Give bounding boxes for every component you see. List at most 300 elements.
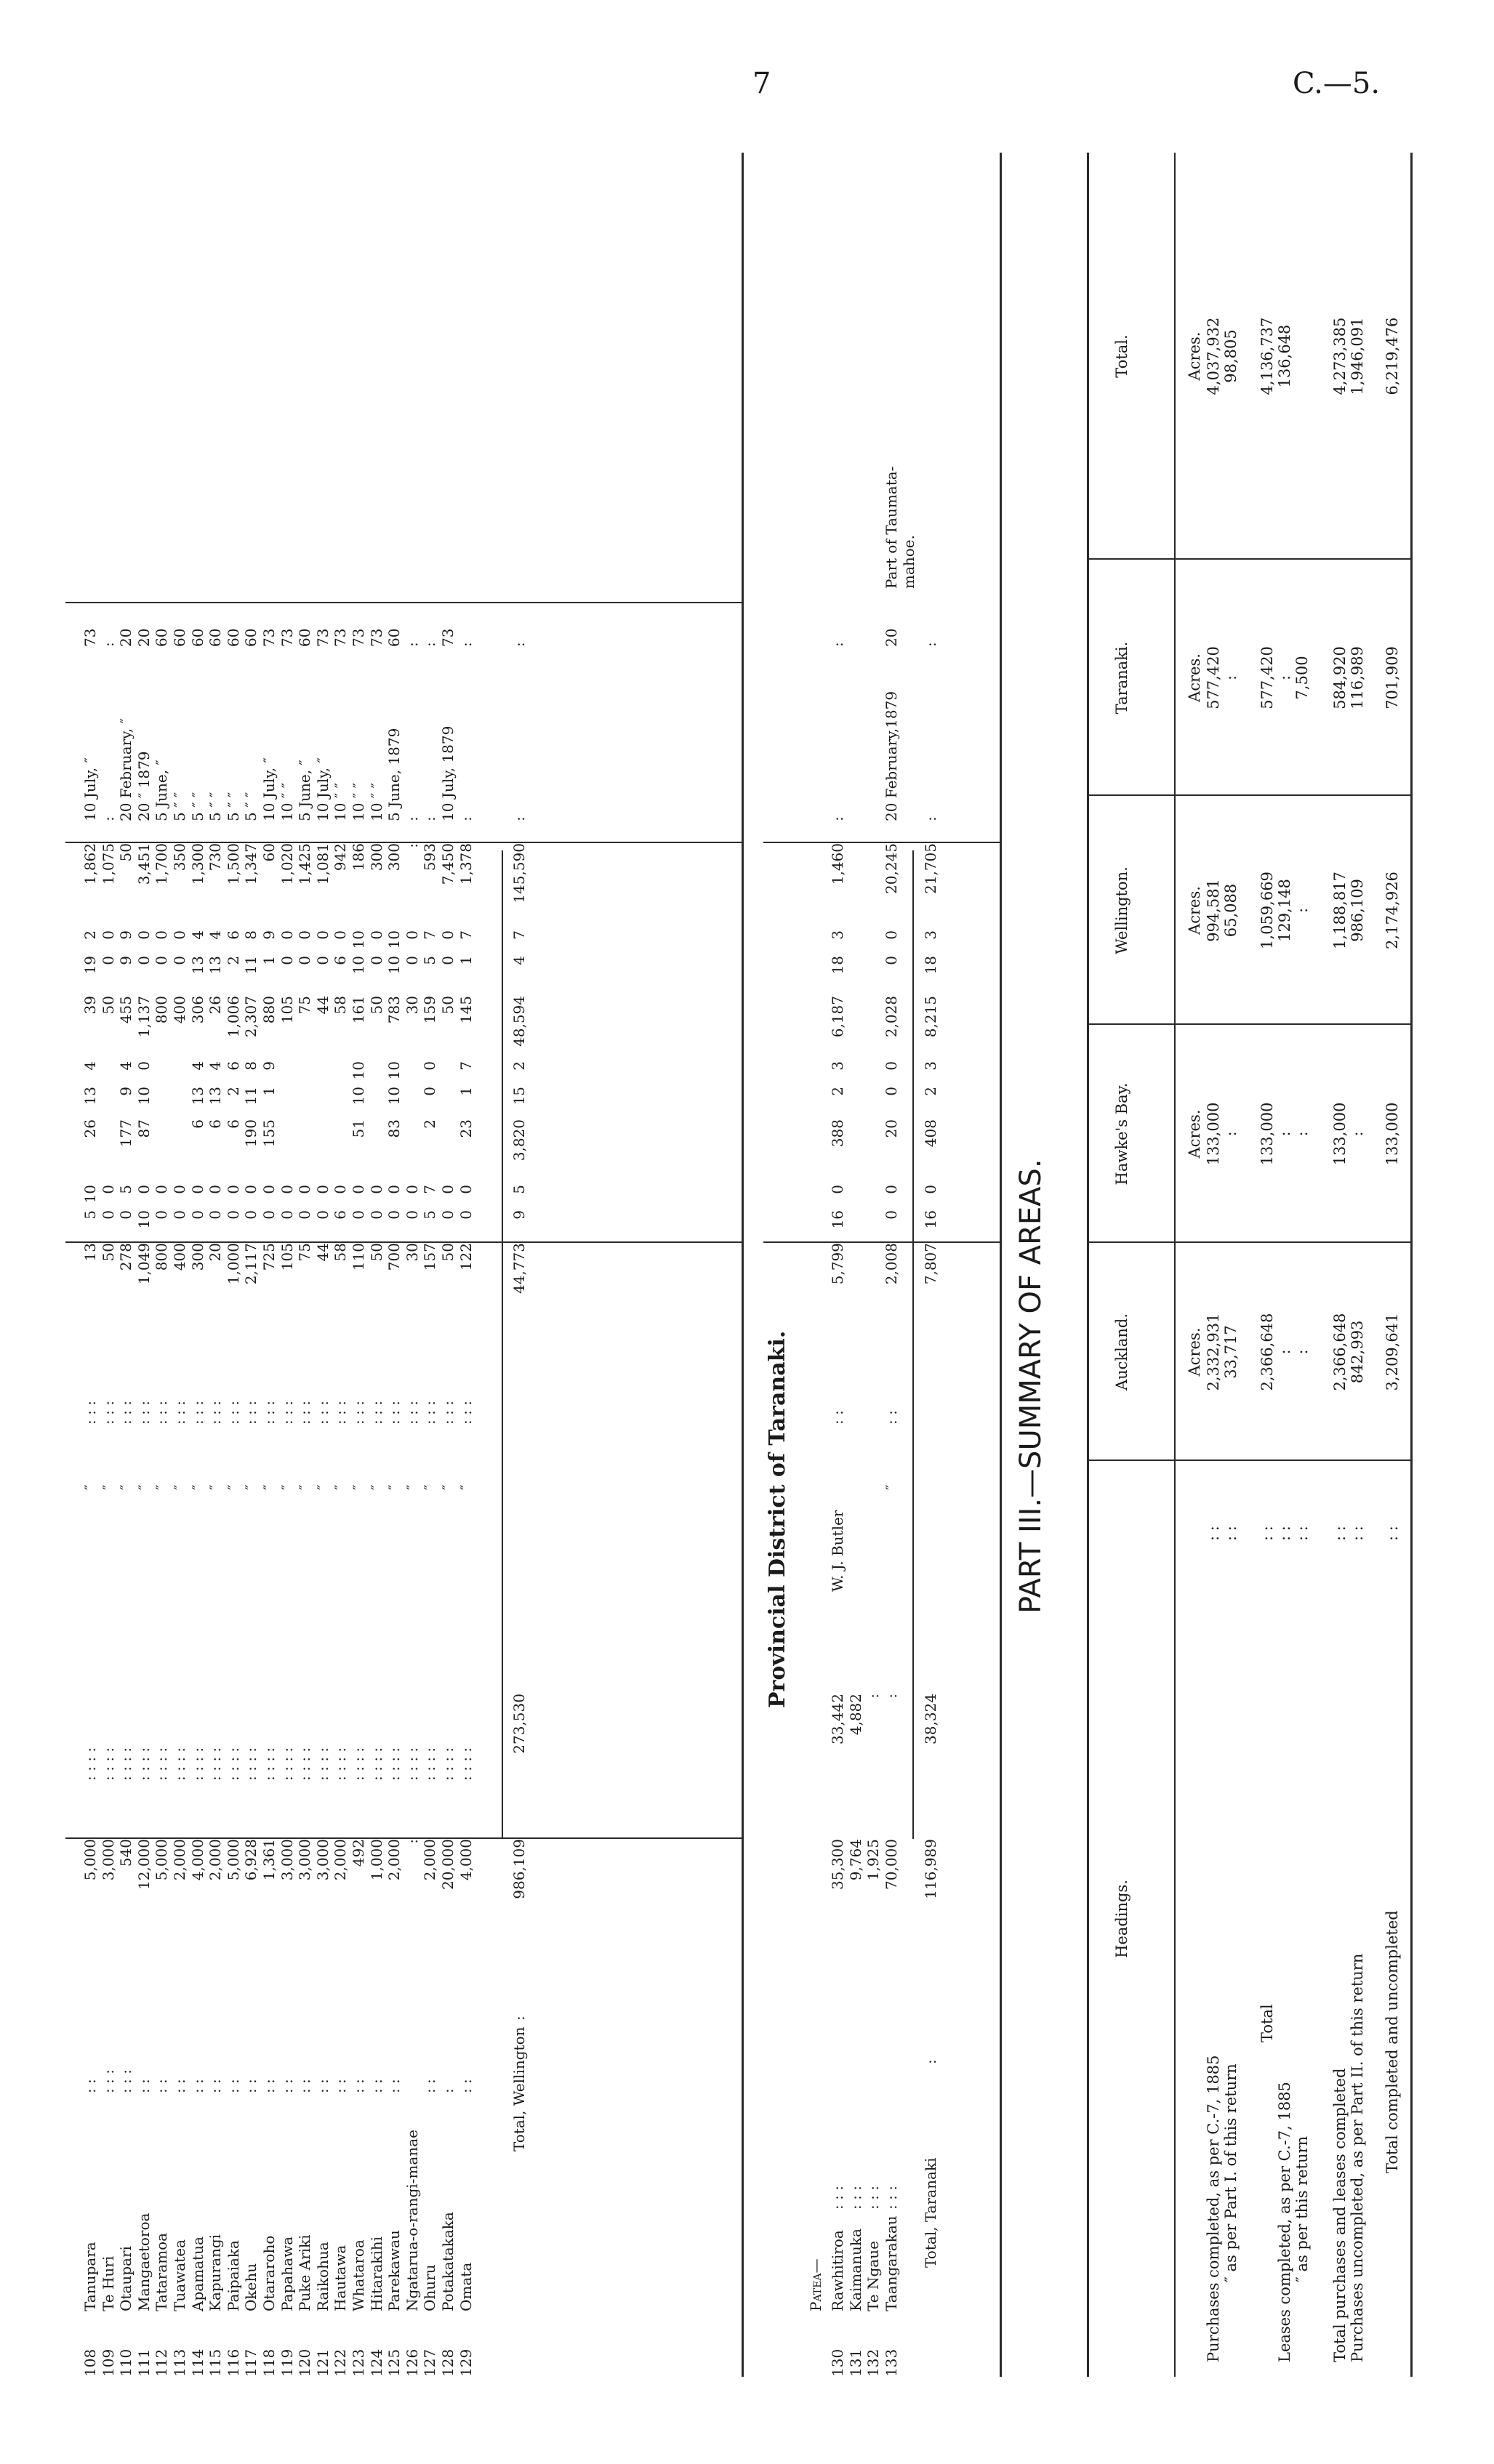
purchaser: ″	[367, 1484, 385, 1490]
units-label: Acres.	[1186, 653, 1203, 702]
reference-value: 73	[278, 628, 296, 647]
leader-dots: : :	[206, 2079, 225, 2093]
shillings-1: 0	[296, 1210, 314, 1220]
area-value: :	[403, 1839, 421, 1844]
pence-2: 7	[457, 1061, 475, 1071]
table-row	[278, 153, 296, 2377]
leader-dots: :	[439, 2088, 457, 2093]
area-value: 9,764	[846, 1839, 864, 1881]
acres-value: 300	[385, 843, 403, 871]
pence-1: 0	[99, 1185, 117, 1194]
date-value: 5 ″ ″	[188, 792, 206, 821]
table-row	[332, 153, 349, 2377]
leader-dots: : : : :	[206, 1747, 225, 1781]
block-name: Okehu	[242, 2263, 260, 2311]
shillings-1: 0	[260, 1210, 278, 1220]
acres-value: 1,700	[153, 843, 171, 885]
shillings-3: 0	[134, 956, 153, 965]
pence-3: 0	[313, 930, 332, 940]
pence-3: 2	[81, 930, 99, 940]
table-row	[153, 153, 170, 2377]
pounds-2: 3,820	[510, 1119, 528, 1161]
date-value: 5 June, ″	[153, 760, 171, 821]
leader-dots: : : :	[403, 1401, 421, 1425]
pence-3: 0	[153, 930, 171, 940]
summary-heading: Purchases completed, as per C.-7, 1885	[1205, 2055, 1222, 2362]
shillings-1: 0	[117, 1210, 135, 1220]
pence-2: 9	[260, 1061, 278, 1071]
pence-2: 4	[206, 1061, 225, 1071]
leader-dots: : :	[1349, 1526, 1366, 1541]
date-value: 5 ″ ″	[206, 792, 225, 821]
pence-1: 0	[313, 1185, 332, 1194]
shillings-3: 0	[99, 956, 117, 965]
pounds-1: 5,799	[829, 1243, 846, 1285]
leader-dots: : :	[350, 2079, 367, 2093]
summary-heading: ″ as per Part I. of this return	[1222, 2064, 1240, 2282]
pounds-3: 50	[99, 996, 117, 1015]
summary-value: 577,420	[1205, 646, 1222, 709]
block-name: Ngatarua-o-rangi-manae	[403, 2130, 421, 2311]
shillings-1: 0	[457, 1210, 475, 1220]
shillings-1: 0	[385, 1210, 403, 1220]
acres-value: 20,245	[882, 843, 900, 894]
purchaser: ″	[421, 1484, 439, 1490]
pounds-1: 50	[439, 1243, 457, 1262]
shillings-3: 1	[457, 956, 475, 965]
summary-value: 986,109	[1349, 879, 1366, 942]
pounds-1: 13	[81, 1243, 99, 1262]
shillings-1: 0	[403, 1210, 421, 1220]
pence-3: 6	[224, 930, 242, 940]
pence-3: 8	[242, 930, 260, 940]
pence-3: 10	[385, 930, 403, 949]
block-name: Kaimanuka	[846, 2229, 864, 2311]
taranaki-heading: Provincial District of Taranaki.	[765, 1330, 790, 1708]
acres-value: 186	[350, 843, 367, 871]
leader-dots: : : :	[206, 1401, 225, 1425]
pence-1: 0	[296, 1185, 314, 1194]
leader-dots: : : :	[153, 1401, 171, 1425]
summary-heading: ″ as per this return	[1293, 2135, 1311, 2282]
leader-dots: : :	[171, 2079, 188, 2093]
row-number: 133	[882, 2348, 900, 2377]
area-value: 1,361	[260, 1839, 278, 1881]
pounds-1: 1,000	[224, 1243, 242, 1285]
shillings-2: 13	[206, 1087, 225, 1106]
pounds-1: 7,807	[922, 1243, 939, 1285]
shillings-2: 1	[457, 1087, 475, 1096]
summary-header-row	[1112, 153, 1131, 2377]
purchaser: ″	[457, 1484, 475, 1490]
area-value: 3,000	[278, 1839, 296, 1881]
shillings-3: 13	[188, 956, 206, 975]
pence-3: 7	[421, 930, 439, 940]
pounds-3: 145	[457, 996, 475, 1024]
summary-value: :	[1293, 1131, 1311, 1137]
area-value-2: 33,442	[829, 1694, 846, 1744]
table-row	[296, 153, 313, 2377]
table-row	[135, 153, 153, 2377]
purchaser: ″	[153, 1484, 171, 1490]
leader-dots: : :	[1276, 1526, 1293, 1541]
leader-dots: : :	[81, 2079, 99, 2093]
leader-dots: : : :	[134, 1401, 153, 1425]
leader-dots: : : : :	[99, 1747, 117, 1781]
shillings-3: 1	[260, 956, 278, 965]
table-row	[403, 153, 421, 2377]
pence-3: 4	[188, 930, 206, 940]
area-value: 3,000	[296, 1839, 314, 1881]
leader-dots: : : :	[421, 1401, 439, 1425]
date-value: 10 ″ ″	[278, 782, 296, 821]
reference-value: 73	[350, 628, 367, 647]
acres-value: 21,705	[922, 843, 939, 894]
area-value: 2,000	[171, 1839, 188, 1881]
total-label: Total, Wellington	[510, 2026, 528, 2151]
pounds-2: 23	[457, 1119, 475, 1138]
date-value: :	[421, 816, 439, 821]
column-header: Wellington.	[1113, 866, 1130, 954]
leader-dots: : :	[1205, 1526, 1222, 1541]
pounds-2: 51	[350, 1119, 367, 1138]
purchaser: ″	[278, 1484, 296, 1490]
shillings-2: 0	[421, 1087, 439, 1096]
date-value: 5 ″ ″	[242, 792, 260, 821]
pence-1: 0	[171, 1185, 188, 1194]
summary-value: 994,581	[1205, 879, 1222, 942]
summary-value: 2,366,648	[1258, 1313, 1276, 1391]
acres-value: 50	[117, 843, 135, 862]
leader-dots: : : : :	[367, 1747, 385, 1781]
row-number: 125	[385, 2348, 403, 2377]
summary-heading: Total	[1258, 2004, 1276, 2042]
shillings-3: 0	[313, 956, 332, 965]
pence-3: 0	[134, 930, 153, 940]
pounds-2: 190	[242, 1119, 260, 1148]
summary-row	[1275, 153, 1294, 2377]
block-name: Otararoho	[260, 2235, 278, 2311]
date-value: 10 ″ ″	[332, 782, 350, 821]
table-row	[242, 153, 260, 2377]
purchaser: ″	[385, 1484, 403, 1490]
reference-value: 60	[296, 628, 314, 647]
date-value: :	[922, 816, 939, 821]
pounds-3: 880	[260, 996, 278, 1024]
acres-value: 1,460	[829, 843, 846, 885]
acres-value: 593	[421, 843, 439, 871]
pence-3: 0	[171, 930, 188, 940]
shillings-3: 18	[922, 956, 939, 975]
pounds-1: 20	[206, 1243, 225, 1262]
shillings-3: 18	[829, 956, 846, 975]
pounds-3: 8,215	[922, 996, 939, 1038]
pence-1: 0	[882, 1185, 900, 1194]
area-value-2: 273,530	[510, 1694, 528, 1754]
block-name: Parekawau	[385, 2230, 403, 2311]
block-name: Papahawa	[278, 2236, 296, 2311]
shillings-3: 0	[296, 956, 314, 965]
acres-value: 1,020	[278, 843, 296, 885]
pence-1: 0	[922, 1185, 939, 1194]
reference-value: 60	[206, 628, 225, 647]
summary-row	[1293, 153, 1312, 2377]
purchaser: ″	[313, 1484, 332, 1490]
leader-dots: : : :	[882, 2186, 900, 2210]
shillings-2: 13	[81, 1087, 99, 1106]
pence-2: 8	[242, 1061, 260, 1071]
leader-dots: : :	[829, 1410, 846, 1425]
leader-dots: :	[510, 2016, 528, 2021]
total-label: Total, Taranaki	[922, 2157, 939, 2268]
date-value: 5 ″ ″	[224, 792, 242, 821]
area-value: 116,989	[922, 1839, 939, 1899]
pounds-3: 159	[421, 996, 439, 1024]
pounds-1: 105	[278, 1243, 296, 1271]
leader-dots: : : :	[242, 1401, 260, 1425]
pounds-1: 50	[99, 1243, 117, 1262]
column-header: Total.	[1113, 334, 1130, 378]
pounds-3: 44	[313, 996, 332, 1015]
table-row	[189, 153, 206, 2377]
shillings-3: 0	[153, 956, 171, 965]
pence-3: 0	[296, 930, 314, 940]
reference-value: 20	[134, 628, 153, 647]
column-header: Headings.	[1113, 1880, 1130, 1958]
leader-dots: : : :	[99, 1401, 117, 1425]
row-number: 112	[153, 2348, 171, 2377]
acres-value: :	[403, 843, 421, 848]
leader-dots: : : : :	[188, 1747, 206, 1781]
area-value: 5,000	[224, 1839, 242, 1881]
summary-value: 136,648	[1276, 324, 1293, 388]
leader-dots: : : : :	[153, 1747, 171, 1781]
summary-value: 577,420	[1258, 646, 1276, 709]
block-name: Puke Ariki	[296, 2234, 314, 2311]
leader-dots: : : :	[278, 1401, 296, 1425]
shillings-2: 10	[350, 1087, 367, 1106]
area-value: 35,300	[829, 1839, 846, 1890]
summary-value: :	[1222, 1131, 1240, 1137]
area-value: 986,109	[510, 1839, 528, 1899]
row-number: 116	[224, 2348, 242, 2377]
leader-dots: : :	[457, 2079, 475, 2093]
leader-dots: : : : :	[117, 1747, 135, 1781]
reference-value: 60	[242, 628, 260, 647]
summary-heading: Total completed and uncompleted	[1383, 1910, 1401, 2173]
summary-heading: Leases completed, as per C.-7, 1885	[1276, 2082, 1293, 2362]
pounds-3: 58	[332, 996, 350, 1015]
pence-3: 10	[350, 930, 367, 949]
table-row	[847, 153, 864, 2377]
summary-value: 116,989	[1349, 646, 1366, 709]
shillings-2: 0	[882, 1087, 900, 1096]
pence-1: 0	[403, 1185, 421, 1194]
leader-dots: : :	[421, 2079, 439, 2093]
leader-dots: : :	[224, 2079, 242, 2093]
block-name: Tataramoa	[153, 2232, 171, 2311]
summary-value: 1,946,091	[1349, 317, 1366, 395]
area-value: 2,000	[385, 1839, 403, 1881]
pence-3: 7	[457, 930, 475, 940]
date-value: :	[403, 816, 421, 821]
table-row	[421, 153, 438, 2377]
shillings-1: 10	[134, 1210, 153, 1229]
shillings-1: 0	[278, 1210, 296, 1220]
summary-value: 133,000	[1383, 1102, 1401, 1166]
table-row	[206, 153, 224, 2377]
pounds-3: 6,187	[829, 996, 846, 1038]
row-number: 129	[457, 2348, 475, 2377]
shillings-3: 0	[439, 956, 457, 965]
leader-dots: : :	[134, 2079, 153, 2093]
summary-value: 584,920	[1331, 646, 1349, 709]
leader-dots: : :	[1222, 1526, 1240, 1541]
area-value: 4,000	[188, 1839, 206, 1881]
pence-1: 0	[829, 1185, 846, 1194]
purchaser: ″	[171, 1484, 188, 1490]
leader-dots: : : : :	[385, 1747, 403, 1781]
pence-3: 0	[278, 930, 296, 940]
summary-title: PART III.—SUMMARY OF AREAS.	[1014, 1159, 1048, 1614]
summary-value: :	[1276, 1349, 1293, 1355]
pence-1: 0	[134, 1185, 153, 1194]
summary-value: 133,000	[1331, 1102, 1349, 1166]
leader-dots: : : : :	[403, 1747, 421, 1781]
acres-value: 1,075	[99, 843, 117, 885]
leader-dots: : : :	[846, 2186, 864, 2210]
leader-dots: : : :	[385, 1401, 403, 1425]
pounds-3: 26	[206, 996, 225, 1015]
total-row	[922, 153, 939, 2377]
pence-1: 5	[510, 1185, 528, 1194]
pence-1: 0	[153, 1185, 171, 1194]
reference-value: 73	[81, 628, 99, 647]
pence-3: 0	[367, 930, 385, 940]
pounds-2: 87	[134, 1119, 153, 1138]
table-row	[864, 153, 882, 2377]
shillings-2: 10	[134, 1087, 153, 1106]
summary-value: 842,993	[1349, 1320, 1366, 1384]
table-row	[368, 153, 385, 2377]
rule-line	[1174, 153, 1176, 2377]
area-value: 540	[117, 1839, 135, 1867]
leader-dots: : : : :	[332, 1747, 350, 1781]
pence-2: 2	[510, 1061, 528, 1071]
block-name: Te Huri	[99, 2255, 117, 2311]
pence-3: 9	[260, 930, 278, 940]
acres-value: 60	[260, 843, 278, 862]
pounds-1: 2,008	[882, 1243, 900, 1285]
pence-1: 0	[367, 1185, 385, 1194]
pounds-1: 700	[385, 1243, 403, 1271]
pounds-3: 75	[296, 996, 314, 1015]
table-row	[260, 153, 278, 2377]
acres-value: 1,378	[457, 843, 475, 885]
purchaser: ″	[224, 1484, 242, 1490]
row-number: 123	[350, 2348, 367, 2377]
table-row	[457, 153, 475, 2377]
pounds-2: 6	[188, 1119, 206, 1129]
shillings-2: 2	[922, 1087, 939, 1096]
reference-value: 73	[313, 628, 332, 647]
pounds-2: 408	[922, 1119, 939, 1148]
area-value: 2,000	[332, 1839, 350, 1881]
leader-dots: : : :	[439, 1401, 457, 1425]
table-row	[829, 153, 846, 2377]
date-value: :	[829, 816, 846, 821]
leader-dots: : :	[242, 2079, 260, 2093]
table-row	[314, 153, 332, 2377]
date-value: 10 ″ ″	[350, 782, 367, 821]
rule-line	[912, 850, 914, 1839]
shillings-2: 9	[117, 1087, 135, 1096]
row-number: 122	[332, 2348, 350, 2377]
pence-1: 0	[224, 1185, 242, 1194]
pounds-1: 44,773	[510, 1243, 528, 1294]
purchaser: ″	[260, 1484, 278, 1490]
purchaser: ″	[206, 1484, 225, 1490]
leader-dots: : :	[332, 2079, 350, 2093]
leader-dots: : : : :	[296, 1747, 314, 1781]
shillings-3: 0	[367, 956, 385, 965]
shillings-1: 0	[313, 1210, 332, 1220]
shillings-1: 0	[882, 1210, 900, 1220]
pounds-1: 58	[332, 1243, 350, 1262]
block-name: Whataroa	[350, 2239, 367, 2311]
area-value: 1,000	[367, 1839, 385, 1881]
summary-value: :	[1293, 1349, 1311, 1355]
table-row	[385, 153, 403, 2377]
block-name: Apamatua	[188, 2236, 206, 2311]
pounds-1: 1,049	[134, 1243, 153, 1285]
date-value: 5 ″ ″	[171, 792, 188, 821]
shillings-1: 0	[206, 1210, 225, 1220]
pence-2: 4	[81, 1061, 99, 1071]
leader-dots: : : :	[350, 1401, 367, 1425]
units-label: Acres.	[1186, 1327, 1203, 1377]
leader-dots: : : :	[224, 1401, 242, 1425]
area-value: 5,000	[81, 1839, 99, 1881]
reference-value: :	[457, 642, 475, 647]
purchaser: ″	[188, 1484, 206, 1490]
shillings-2: 2	[829, 1087, 846, 1096]
reference-value: 20	[882, 628, 900, 647]
pence-2: 0	[882, 1061, 900, 1071]
summary-value: 3,209,641	[1383, 1313, 1401, 1391]
pounds-2: 177	[117, 1119, 135, 1148]
table-row	[117, 153, 134, 2377]
pounds-3: 1,006	[224, 996, 242, 1038]
summary-row	[1258, 153, 1277, 2377]
shillings-3: 10	[385, 956, 403, 975]
shillings-1: 0	[224, 1210, 242, 1220]
summary-value: 4,273,385	[1331, 317, 1349, 395]
pence-3: 3	[922, 930, 939, 940]
date-value: 10 July, ″	[313, 757, 332, 821]
block-name: Te Ngaue	[864, 2241, 883, 2311]
table-row	[882, 153, 917, 2377]
shillings-2: 10	[385, 1087, 403, 1106]
shillings-2: 13	[188, 1087, 206, 1106]
shillings-2: 2	[224, 1087, 242, 1096]
block-name: Otaupari	[117, 2246, 135, 2311]
leader-dots: : :	[278, 2079, 296, 2093]
leader-dots: : :	[153, 2079, 171, 2093]
pence-2: 3	[922, 1061, 939, 1071]
summary-value: 6,219,476	[1383, 317, 1401, 395]
date-value: 5 June, ″	[296, 760, 314, 821]
